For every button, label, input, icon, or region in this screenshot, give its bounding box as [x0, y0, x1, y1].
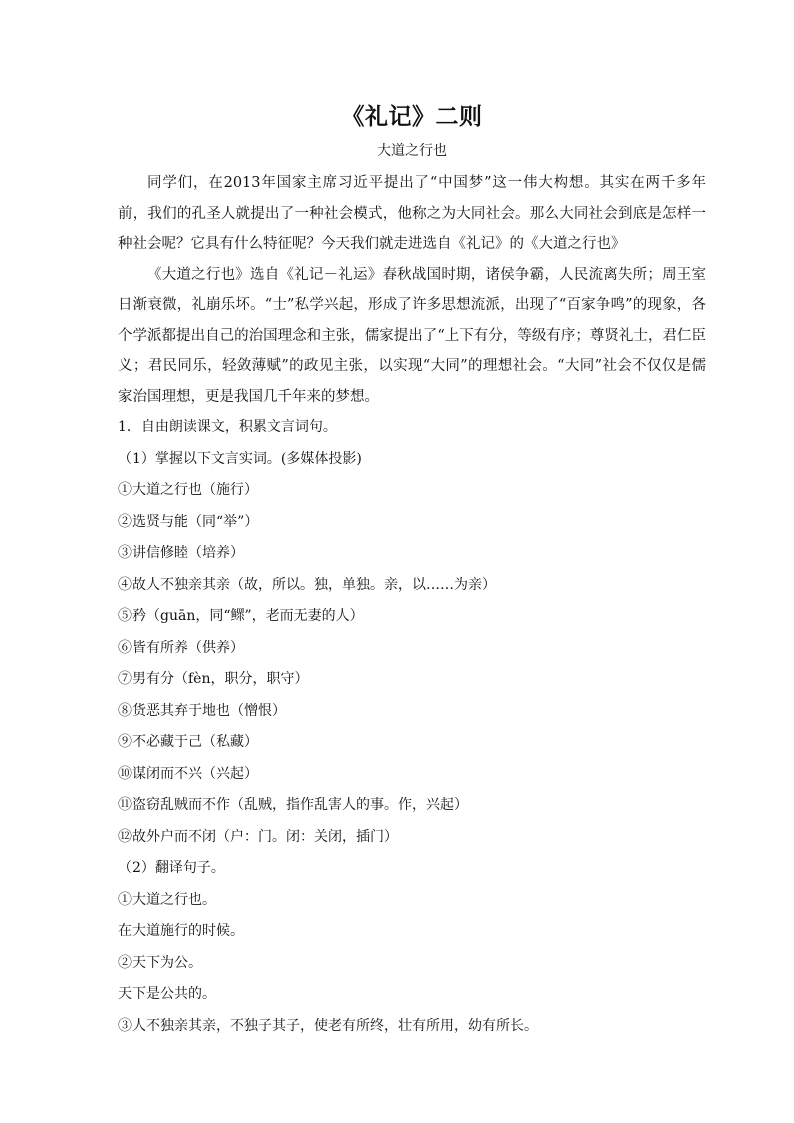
vocab-item: ⑨不必藏于己（私藏） [118, 734, 258, 750]
task-heading: 1．自由朗读课文，积累文言词句。 [118, 419, 337, 435]
background-paragraph: 《大道之行也》选自《礼记－礼运》春秋战国时期，诸侯争霸，人民流离失所；周王室日渐衰微，礼崩乐坏。“士”私学兴起，形成了许多思想流派，出现了“百家争鸣”的现象，各个学派都提出自己的治国理念和主张，儒家提出了“上下有分，等级有序；尊贤礼士，君仁臣义；君民同乐，轻敛薄赋”的政见主张，以实现“大同”的理想社会。“大同”社会不仅仅是儒家治国理想，更是我国几千年来的梦想。 [118, 266, 706, 405]
subtask-heading-vocab: （1）掌握以下文言实词。(多媒体投影) [118, 450, 362, 467]
vocab-item: ⑦男有分（fèn，职分，职守） [118, 671, 309, 687]
vocab-item: ③讲信修睦（培养） [118, 545, 244, 561]
intro-paragraph: 同学们，在2013年国家主席习近平提出了“中国梦”这一伟大构想。其实在两千多年前，我们的孔圣人就提出了一种社会模式，他称之为大同社会。那么大同社会到底是怎样一种社会呢？它具有什么特征呢？今天我们就走进选自《礼记》的《大道之行也》 [118, 175, 706, 252]
translation-sentence: ③人不独亲其亲，不独子其子，使老有所终，壮有所用，幼有所长。 [118, 1017, 538, 1034]
translation-sentence: ①大道之行也。 [118, 891, 216, 908]
document-title: 《礼记》二则 [341, 103, 483, 130]
subtask-heading-translate: （2）翻译句子。 [118, 860, 225, 876]
vocab-item: ②选贤与能（同“举”） [118, 513, 259, 530]
vocab-item: ⑪盗窃乱贼而不作（乱贼，指作乱害人的事。作，兴起） [118, 797, 468, 813]
translation-sentence: ②天下为公。 [118, 954, 202, 971]
document-subtitle: 大道之行也 [377, 143, 447, 159]
vocab-item: ⑫故外户而不闭（户：门。闭：关闭，插门） [118, 828, 398, 845]
document-content [118, 98, 706, 1042]
translation-answer: 在大道施行的时候。 [118, 923, 244, 939]
vocab-item: ⑩谋闭而不兴（兴起） [118, 765, 258, 782]
vocab-item: ⑥皆有所养（供养） [118, 639, 244, 656]
vocab-item: ⑤矜（guān，同“鳏”，老而无妻的人） [118, 608, 364, 624]
vocab-item: ⑧货恶其弃于地也（憎恨） [118, 702, 286, 719]
translation-answer: 天下是公共的。 [118, 986, 216, 1002]
vocab-item: ④故人不独亲其亲（故，所以。独，单独。亲，以……为亲） [118, 576, 496, 593]
vocab-item: ①大道之行也（施行） [118, 482, 258, 498]
